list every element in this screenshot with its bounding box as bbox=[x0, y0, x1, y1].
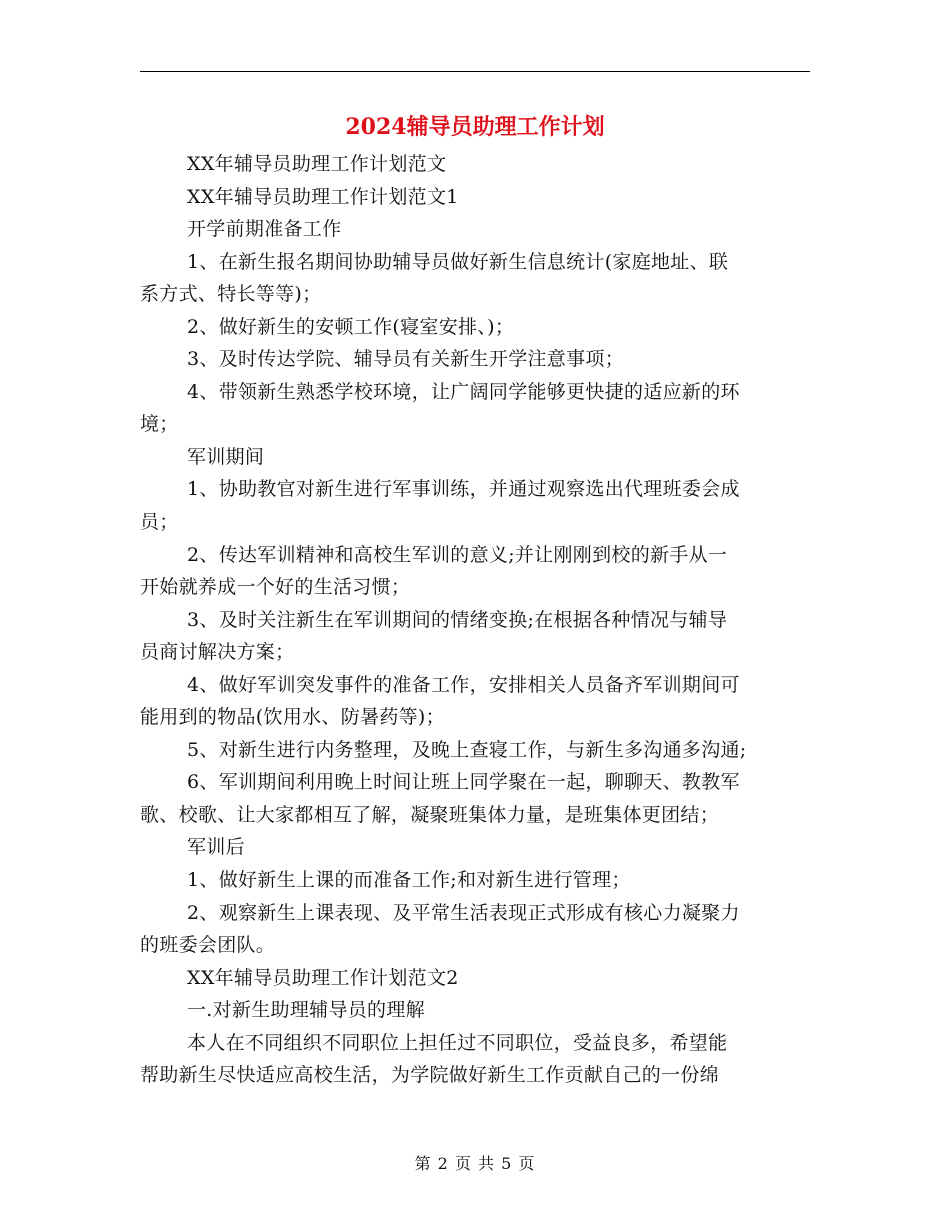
body-line: XX年辅导员助理工作计划范文1 bbox=[187, 185, 459, 208]
body-line-continuation: 的班委会团队。 bbox=[140, 934, 276, 957]
body-line: 1、协助教官对新生进行军事训练，并通过观察选出代理班委会成 bbox=[187, 478, 740, 501]
header-rule bbox=[140, 71, 810, 72]
body-line: 2、传达军训精神和高校生军训的意义;并让刚刚到校的新手从一 bbox=[187, 543, 728, 566]
document-body bbox=[140, 148, 810, 1092]
body-line-continuation: 系方式、特长等等)； bbox=[140, 283, 322, 306]
body-line: 4、做好军训突发事件的准备工作，安排相关人员备齐军训期间可 bbox=[187, 673, 740, 696]
body-line-continuation: 歌、校歌、让大家都相互了解，凝聚班集体力量，是班集体更团结； bbox=[140, 803, 720, 826]
body-line: 3、及时关注新生在军训期间的情绪变换;在根据各种情况与辅导 bbox=[187, 608, 728, 631]
body-line-continuation: 开始就养成一个好的生活习惯； bbox=[140, 576, 411, 599]
page-number: 第 2 页 共 5 页 bbox=[414, 1154, 536, 1173]
section-heading: 军训期间 bbox=[187, 445, 265, 468]
body-line: 5、对新生进行内务整理，及晚上查寝工作，与新生多沟通多沟通; bbox=[187, 738, 747, 761]
section-heading: 一.对新生助理辅导员的理解 bbox=[187, 999, 425, 1022]
body-line: 2、做好新生的安顿工作(寝室安排、)； bbox=[187, 315, 515, 338]
body-line: XX年辅导员助理工作计划范文2 bbox=[187, 966, 459, 989]
body-line: 6、军训期间利用晚上时间让班上同学聚在一起，聊聊天、教教军 bbox=[187, 771, 740, 794]
body-line: 1、做好新生上课的而准备工作;和对新生进行管理； bbox=[187, 869, 631, 892]
body-line-continuation: 员； bbox=[140, 511, 179, 534]
body-line: 2、观察新生上课表现、及平常生活表现正式形成有核心力凝聚力 bbox=[187, 901, 740, 924]
body-line-continuation: 帮助新生尽快适应高校生活，为学院做好新生工作贡献自己的一份绵 bbox=[140, 1064, 720, 1087]
body-line: 本人在不同组织不同职位上担任过不同职位，受益良多，希望能 bbox=[187, 1031, 728, 1054]
body-line: 4、带领新生熟悉学校环境，让广阔同学能够更快捷的适应新的环 bbox=[187, 380, 740, 403]
document-title: 2024辅导员助理工作计划 bbox=[345, 114, 605, 140]
body-line-continuation: 员商讨解决方案； bbox=[140, 641, 295, 664]
body-line-continuation: 境； bbox=[140, 413, 179, 436]
body-line-continuation: 能用到的物品(饮用水、防暑药等)； bbox=[140, 706, 445, 729]
body-line: XX年辅导员助理工作计划范文 bbox=[187, 153, 447, 175]
body-line: 3、及时传达学院、辅导员有关新生开学注意事项； bbox=[187, 348, 624, 371]
body-line: 1、在新生报名期间协助辅导员做好新生信息统计(家庭地址、联 bbox=[187, 250, 729, 273]
section-heading: 开学前期准备工作 bbox=[187, 218, 342, 241]
section-heading: 军训后 bbox=[187, 836, 245, 859]
